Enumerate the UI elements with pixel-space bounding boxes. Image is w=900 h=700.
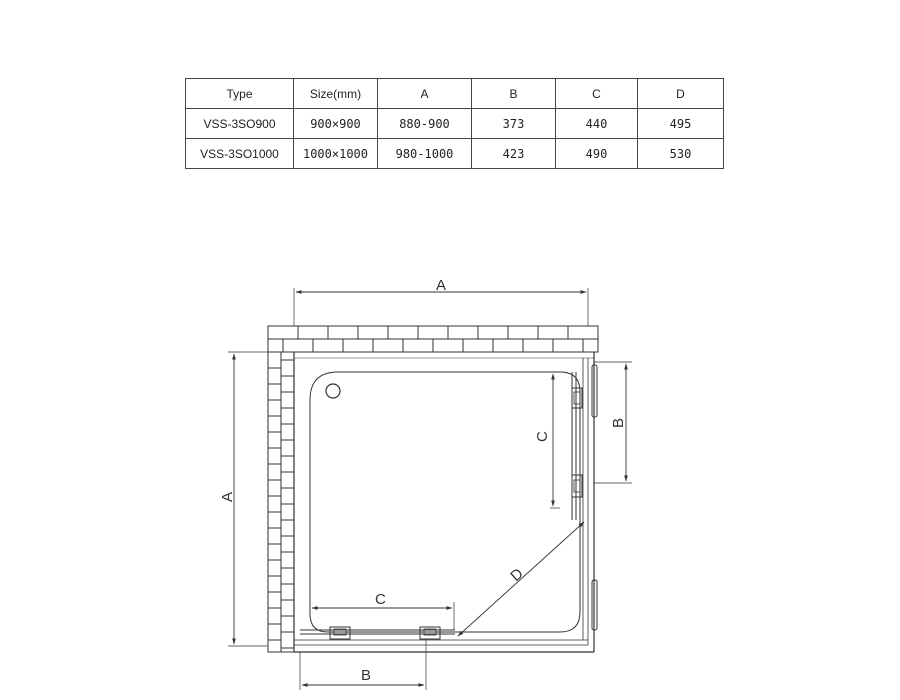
header-type: Type bbox=[186, 79, 294, 109]
cell-d: 530 bbox=[638, 139, 724, 169]
cell-a: 980-1000 bbox=[378, 139, 472, 169]
cell-b: 373 bbox=[472, 109, 556, 139]
header-c: C bbox=[556, 79, 638, 109]
cell-d: 495 bbox=[638, 109, 724, 139]
header-d: D bbox=[638, 79, 724, 109]
door-b-right-label: B bbox=[610, 417, 627, 428]
cell-type: VSS-3SO900 bbox=[186, 109, 294, 139]
cell-size: 900×900 bbox=[294, 109, 378, 139]
cell-size: 1000×1000 bbox=[294, 139, 378, 169]
cell-c: 490 bbox=[556, 139, 638, 169]
door-b-bottom-label: B bbox=[361, 667, 372, 684]
top-brick-wall bbox=[268, 326, 598, 352]
door-c-right-label: C bbox=[534, 431, 551, 442]
cell-a: 880-900 bbox=[378, 109, 472, 139]
depth-a-label: A bbox=[219, 491, 236, 502]
drain-icon bbox=[326, 384, 340, 398]
cell-b: 423 bbox=[472, 139, 556, 169]
shower-tray bbox=[310, 372, 580, 632]
header-size: Size(mm) bbox=[294, 79, 378, 109]
dimension-c-vertical bbox=[550, 372, 560, 508]
cell-c: 440 bbox=[556, 109, 638, 139]
width-a-label: A bbox=[436, 277, 447, 294]
diagonal-d-label: D bbox=[507, 565, 527, 585]
header-a: A bbox=[378, 79, 472, 109]
enclosure-frame bbox=[294, 352, 594, 652]
cell-type: VSS-3SO1000 bbox=[186, 139, 294, 169]
bottom-door-panel bbox=[300, 627, 455, 639]
left-brick-wall bbox=[268, 352, 294, 652]
header-b: B bbox=[472, 79, 556, 109]
door-c-bottom-label: C bbox=[375, 591, 386, 608]
